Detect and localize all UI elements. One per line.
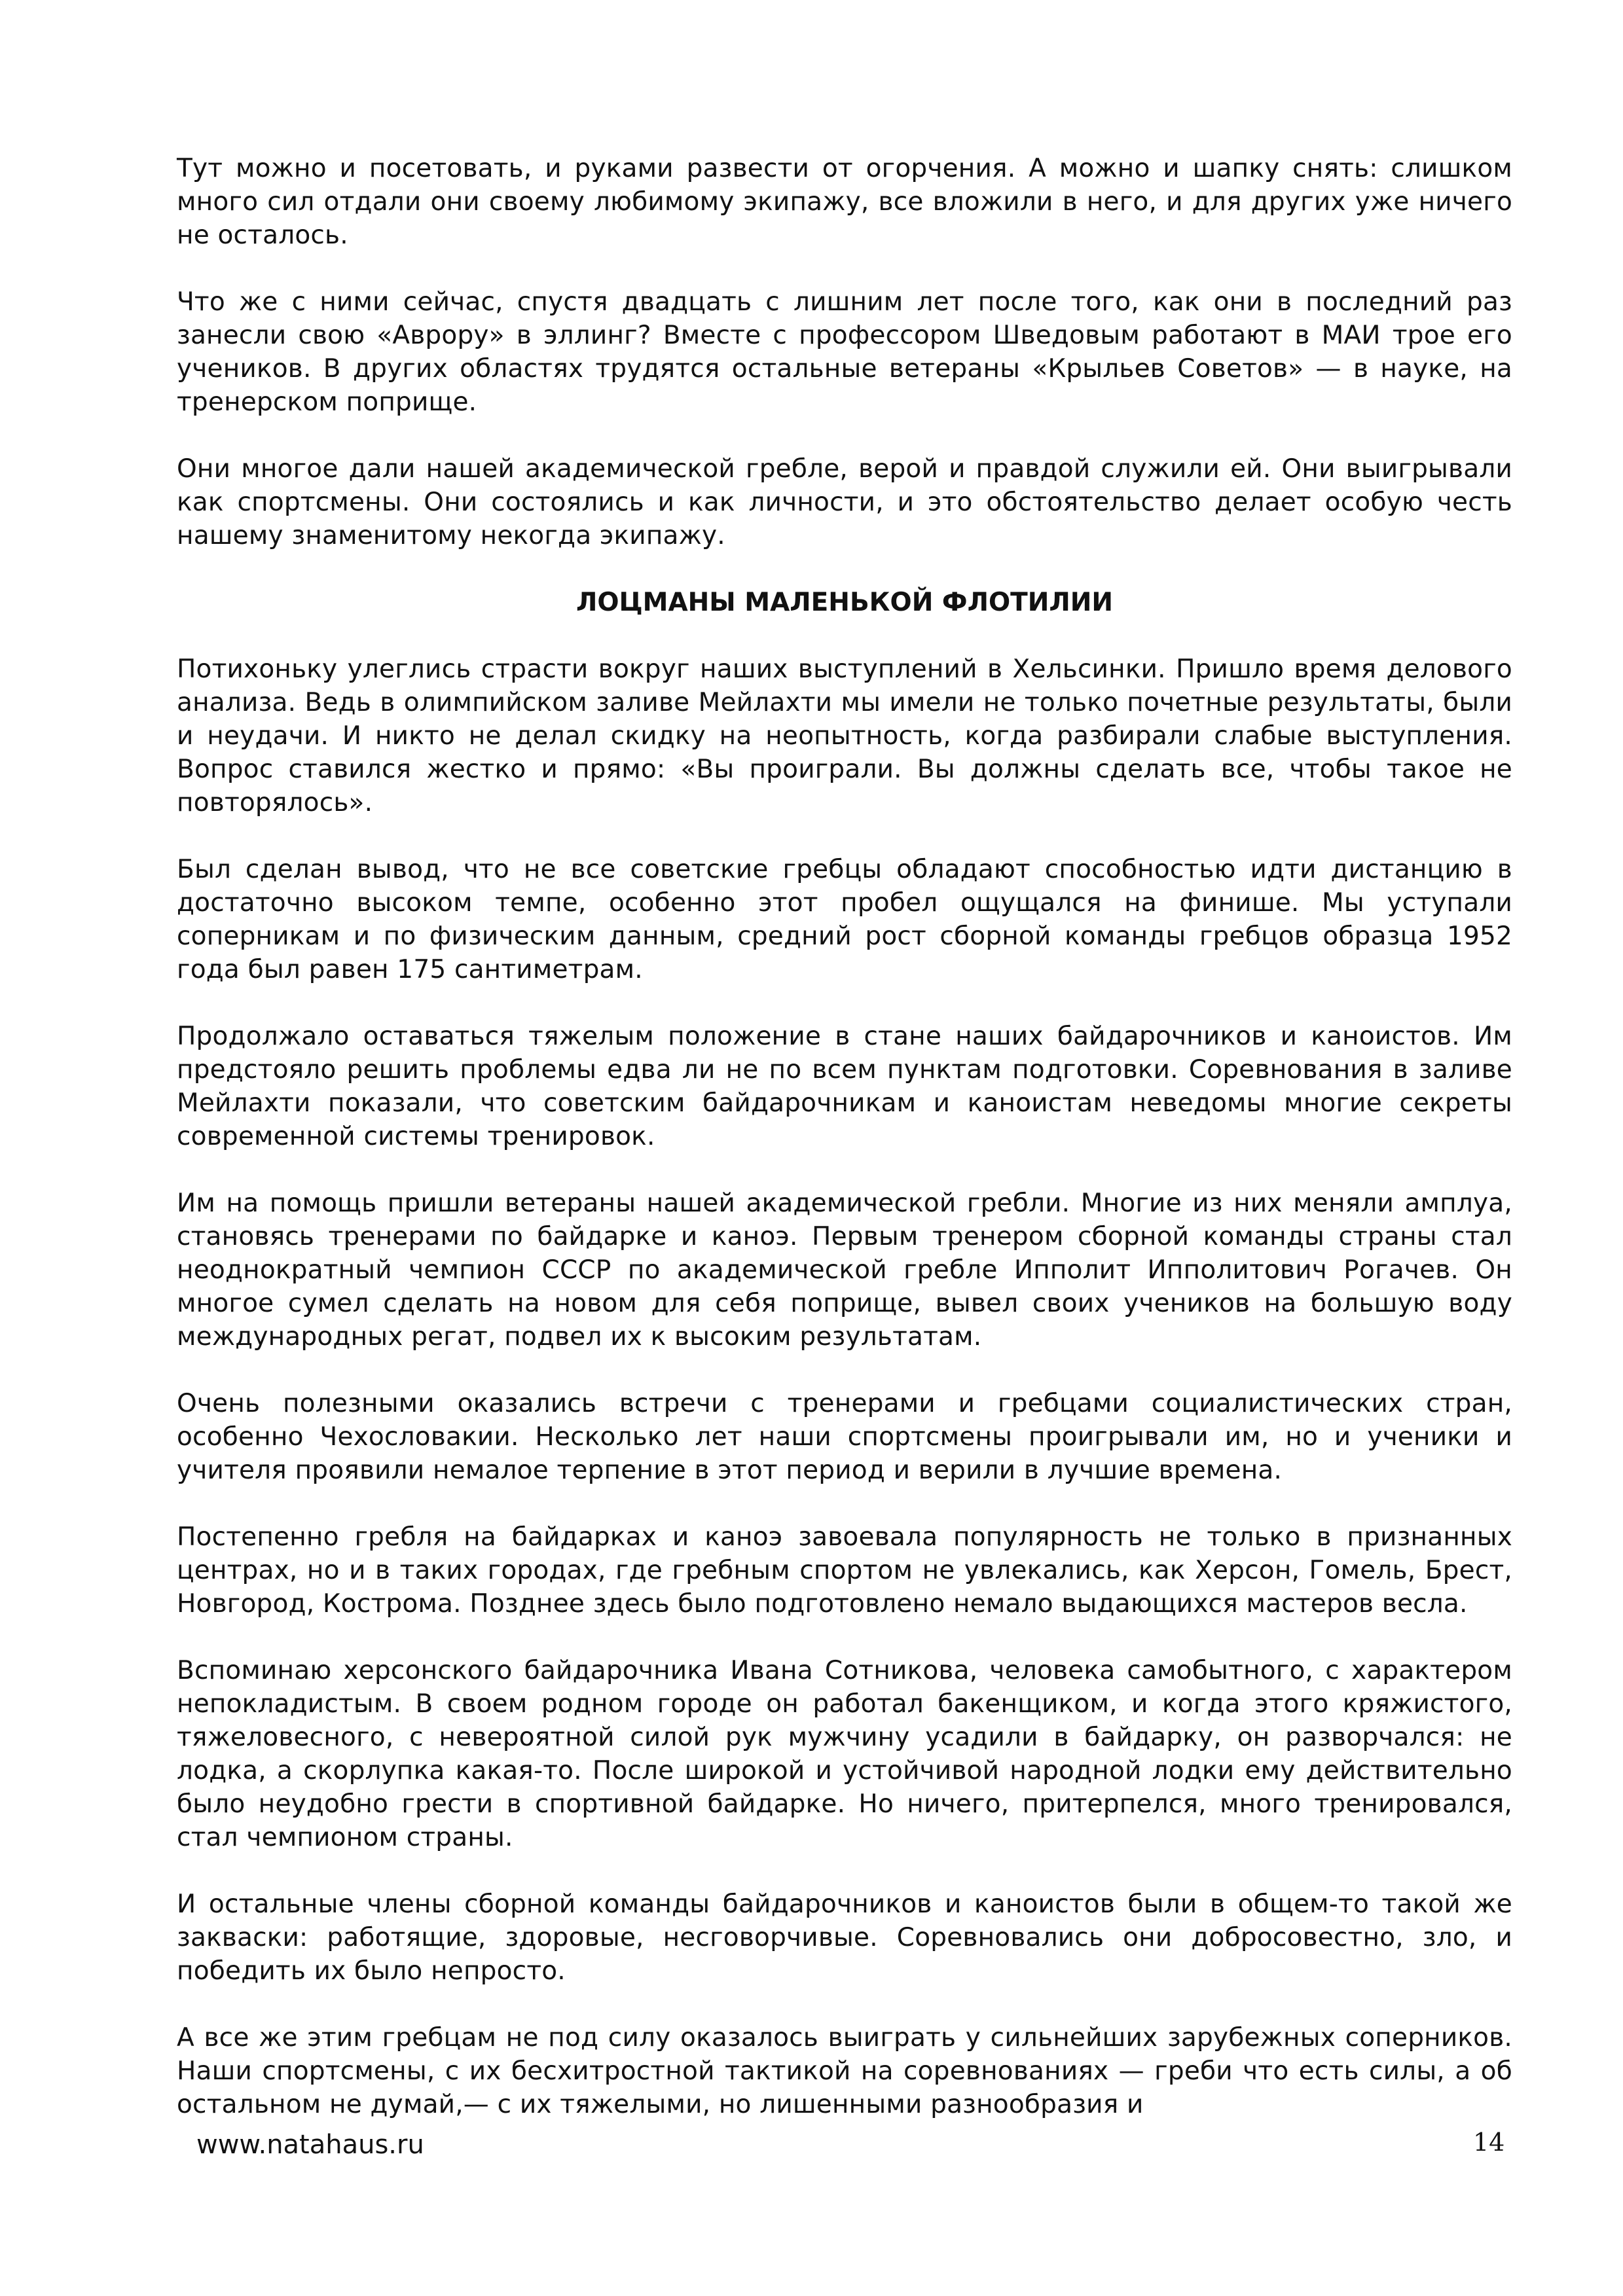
section-heading: ЛОЦМАНЫ МАЛЕНЬКОЙ ФЛОТИЛИИ: [575, 588, 1114, 617]
paragraph: Вспоминаю херсонского байдарочника Ивана Сотникова, человека самобытного, с характером непокладистым. В своем родном городе он работал бакенщиком, и когда этого кряжистого, тяжеловесного, с невероятной силой рук мужчину усадили в байдарку, он разворчался: не лодка, а скорлупка какая-то. После широкой и устойчивой народной лодки ему действительно было неудобно грести в спортивной байдарке. Но ничего, притерпелся, много тренировался, стал чемпионом страны.: [177, 1656, 1512, 1852]
page-body: [177, 152, 1512, 2155]
footer-website: www.natahaus.ru: [196, 2130, 424, 2160]
paragraph: Постепенно гребля на байдарках и каноэ завоевала популярность не только в признанных центрах, но и в таких городах, где гребным спортом не увлекались, как Херсон, Гомель, Брест, Новгород, Кострома. Позднее здесь было подготовлено немало выдающихся мастеров весла.: [177, 1522, 1512, 1619]
page-number: 14: [1473, 2128, 1505, 2157]
paragraph: Продолжало оставаться тяжелым положение в стане наших байдарочников и каноистов. Им предстояло решить проблемы едва ли не по всем пунктам подготовки. Соревнования в заливе Мейлахти показали, что советским байдарочникам и каноистам неведомы многие секреты современной системы тренировок.: [177, 1022, 1512, 1151]
paragraph: Они многое дали нашей академической гребле, верой и правдой служили ей. Они выигрывали как спортсмены. Они состоялись и как личности, и это обстоятельство делает особую честь нашему знаменитому некогда экипажу.: [177, 454, 1512, 550]
paragraph: И остальные члены сборной команды байдарочников и каноистов были в общем-то такой же закваски: работящие, здоровые, несговорчивые. Соревновались они добросовестно, зло, и победить их было непросто.: [177, 1890, 1512, 1986]
paragraph: Очень полезными оказались встречи с тренерами и гребцами социалистических стран, особенно Чехословакии. Несколько лет наши спортсмены проигрывали им, но и ученики и учителя проявили немалое терпение в этот период и верили в лучшие времена.: [177, 1389, 1512, 1485]
paragraph: Был сделан вывод, что не все советские гребцы обладают способностью идти дистанцию в достаточно высоком темпе, особенно этот пробел ощущался на финише. Мы уступали соперникам и по физическим данным, средний рост сборной команды гребцов образца 1952 года был равен 175 сантиметрам.: [177, 855, 1512, 984]
paragraph: Им на помощь пришли ветераны нашей академической гребли. Многие из них меняли амплуа, становясь тренерами по байдарке и каноэ. Первым тренером сборной команды страны стал неоднократный чемпион СССР по академической гребле Ипполит Ипполитович Рогачев. Он многое сумел сделать на новом для себя поприще, вывел своих учеников на большую воду международных регат, подвел их к высоким результатам.: [177, 1189, 1512, 1352]
paragraph-continued: А все же этим гребцам не под силу оказалось выиграть у сильнейших зарубежных соперников. Наши спортсмены, с их бесхитростной тактикой на соревнованиях — греби что есть силы, а об остальном не думай,— с их тяжелыми, но лишенными разнообразия и: [177, 2023, 1512, 2119]
paragraph: Потихоньку улеглись страсти вокруг наших выступлений в Хельсинки. Пришло время делового анализа. Ведь в олимпийском заливе Мейлахти мы имели не только почетные результаты, были и неудачи. И никто не делал скидку на неопытность, когда разбирали слабые выступления. Вопрос ставился жестко и прямо: «Вы проиграли. Вы должны сделать все, чтобы такое не повторялось».: [177, 655, 1512, 817]
paragraph: Тут можно и посетовать, и руками развести от огорчения. А можно и шапку снять: слишком много сил отдали они своему любимому экипажу, все вложили в него, и для других уже ничего не осталось.: [177, 154, 1512, 250]
paragraph: Что же с ними сейчас, спустя двадцать с лишним лет после того, как они в последний раз занесли свою «Аврору» в эллинг? Вместе с профессором Шведовым работают в МАИ трое его учеников. В других областях трудятся остальные ветераны «Крыльев Советов» — в науке, на тренерском поприще.: [177, 287, 1512, 417]
